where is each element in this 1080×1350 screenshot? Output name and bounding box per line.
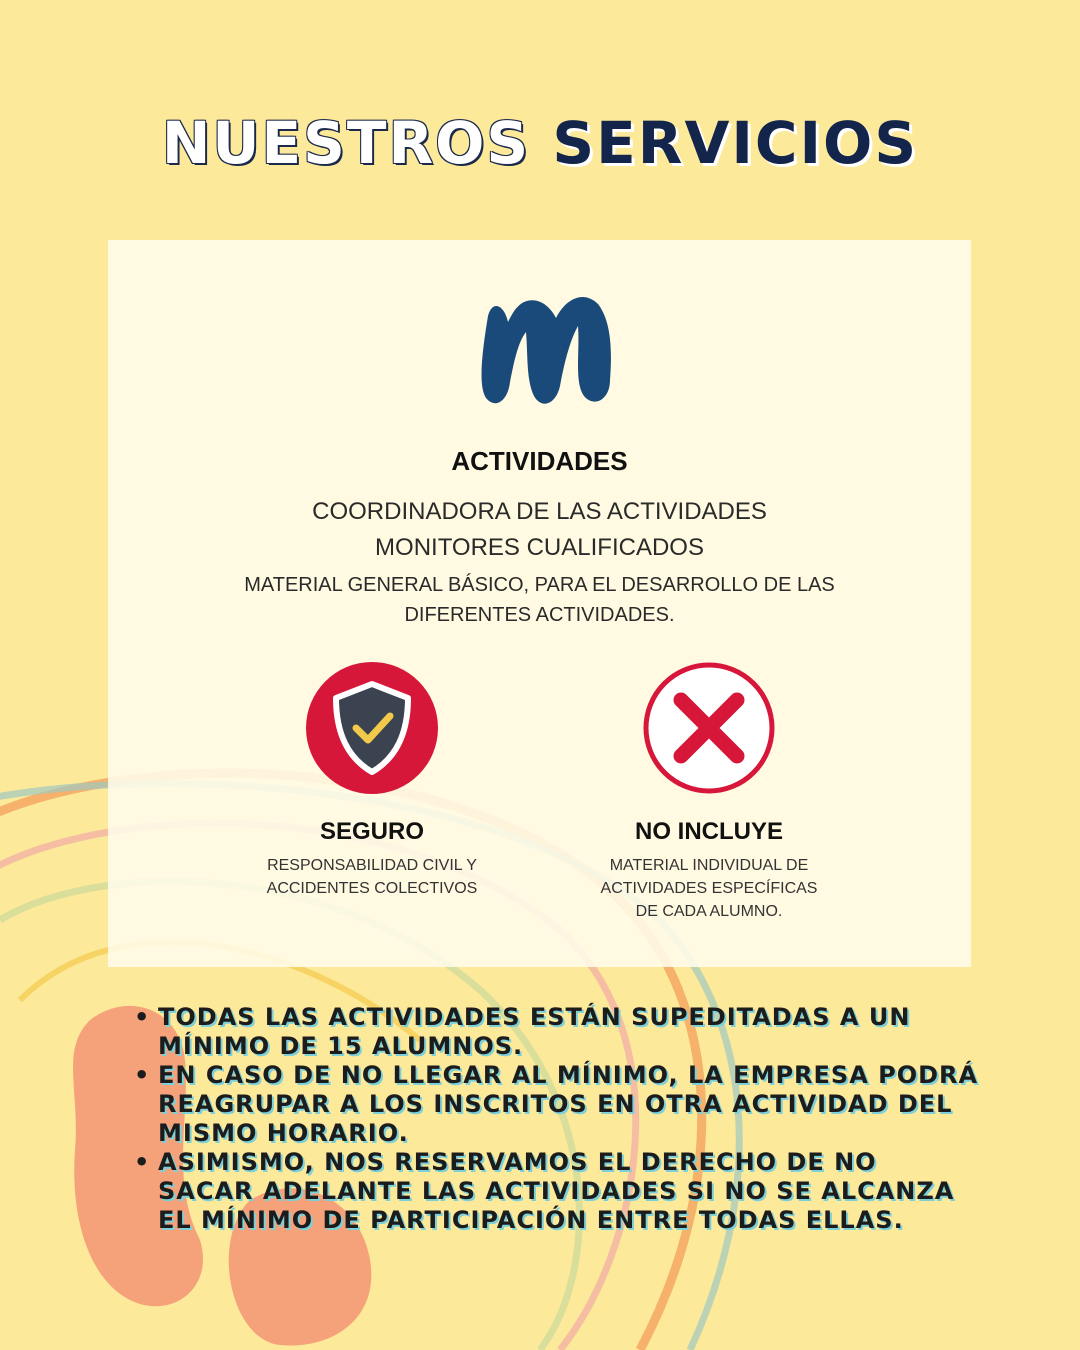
list-item: • TODAS LAS ACTIVIDADES ESTÁN SUPEDITADAS A UN MÍNIMO DE 15 ALUMNOS. [130, 1003, 980, 1061]
brand-m-logo [464, 292, 616, 422]
conditions-list [130, 1003, 980, 1235]
feature-title: NO INCLUYE [634, 818, 783, 845]
shield-check-icon [304, 660, 440, 796]
activities-title: ACTIVIDADES [451, 446, 628, 476]
list-item: • ASIMISMO, NOS RESERVAMOS EL DERECHO DE NO SACAR ADELANTE LAS ACTIVIDADES SI NO SE ALCANZA EL MÍNIMO DE PARTICIPACIÓN ENTRE TODAS ELLAS. [130, 1148, 980, 1235]
feature-description: RESPONSABILIDAD CIVIL Y ACCIDENTES COLECTIVOS [266, 857, 478, 897]
list-item: • EN CASO DE NO LLEGAR AL MÍNIMO, LA EMPRESA PODRÁ REAGRUPAR A LOS INSCRITOS EN OTRA ACTIVIDAD DEL MISMO HORARIO. [130, 1061, 980, 1148]
feature-description: MATERIAL INDIVIDUAL DE ACTIVIDADES ESPECÍFICAS DE CADA ALUMNO. [600, 857, 818, 920]
title-word-servicios: SERVICIOS [552, 109, 919, 177]
feature-not-included [559, 660, 859, 923]
activities-line-material: MATERIAL GENERAL BÁSICO, PARA EL DESARROLLO DE LAS DIFERENTES ACTIVIDADES. [244, 574, 835, 626]
x-circle-icon [641, 660, 777, 796]
services-card [108, 240, 971, 967]
activities-line-coordinator: COORDINADORA DE LAS ACTIVIDADES [312, 498, 767, 525]
page-title [0, 108, 1080, 178]
feature-title: SEGURO [319, 818, 424, 845]
activities-line-monitors: MONITORES CUALIFICADOS [375, 534, 704, 561]
feature-insurance [222, 660, 522, 900]
title-word-nuestros: NUESTROS [161, 109, 531, 177]
